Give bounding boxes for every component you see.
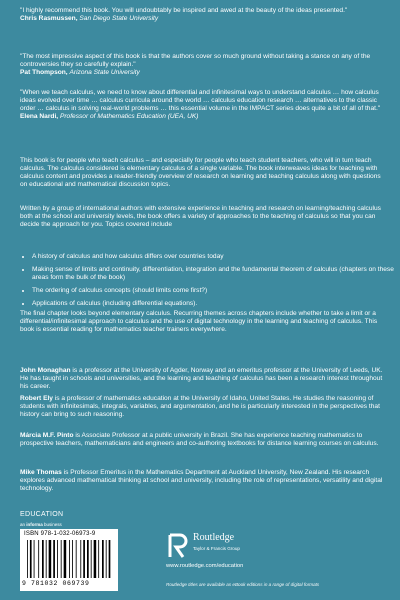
endorsement-affiliation: San Diego State University <box>79 15 159 22</box>
author-bio-thomas: Mike Thomas is Professor Emeritus in the Mathematics Department at Auckland University, New Zealand. His research explores advanced mathematical thinking at school and university, including the role of representations, versatility and digital technology. <box>20 469 383 492</box>
barcode-icon <box>27 540 113 578</box>
author-bio-ely: Robert Ely is a professor of mathematics education at the University of Idaho, United States. He studies the reasoning of students with infinitesimals, integrals, variables, and argumentation, and he is particularly interested in the perspectives that history can bring to such reasoning. <box>20 395 380 418</box>
topics-list <box>20 253 397 313</box>
author-name: Robert Ely <box>20 395 53 402</box>
publisher-group: Taylor & Francis Group <box>193 546 240 551</box>
endorsement-author: Elena Nardi, Professor of Mathematics Education (UEA, UK) <box>20 113 199 120</box>
endorsement-author: Pat Thompson, Arizona State University <box>20 69 140 76</box>
author-name: John Monaghan <box>20 367 71 374</box>
list-item: • The ordering of calculus concepts (should limits come first?) <box>32 287 397 295</box>
endorsement-rasmussen <box>20 7 385 23</box>
list-item: • A history of calculus and how calculus differs over countries today <box>32 253 397 261</box>
endorsement-quote: "When we teach calculus, we need to know about differential and infinitesimal ways to understand calculus … how calculus ideas evolved over time … calculus curricula around the world … calculus education research … alternatives to the classic order … calculus in solving real-world problems … this essential volume in the IMPACT series does quite a bit of all of that." <box>20 89 381 112</box>
endorsement-affiliation: Professor of Mathematics Education (UEA, UK) <box>59 113 199 120</box>
author-bio-monaghan: John Monaghan is a professor at the University of Agder, Norway and an emeritus professor at the University of Leeds, UK. He has taught in schools and universities, and the learning and teaching of calculus has been a research interest throughout his career. <box>20 367 383 390</box>
author-bio-pinto: Márcia M.F. Pinto is Associate Professor at a public university in Brazil. She has experience teaching mathematics to prospective teachers, mathematicians and engineers and co-authoring textbooks for distance learning courses on calculus. <box>20 432 379 447</box>
endorsement-affiliation: Arizona State University <box>69 69 140 76</box>
imprint-line: an informa business <box>20 522 62 527</box>
endorsement-quote: "I highly recommend this book. You will undoubtably be inspired and awed at the beauty of the ideas presented." <box>20 7 348 14</box>
list-item: • Applications of calculus (including differential equations). <box>32 300 397 308</box>
endorsement-author: Chris Rasmussen, San Diego State University <box>20 15 159 22</box>
description-paragraph: The final chapter looks beyond elementary calculus. Recurring themes across chapters include whether to take a limit or a differential/infinitesimal approach to calculus and the use of digital technology in the learning and teaching of calculus. This book is essential reading for mathematics teacher trainers everywhere. <box>20 310 378 333</box>
description-paragraph: Written by a group of international authors with extensive experience in teaching and research on learning/teaching calculus both at the school and university levels, the book offers a variety of approaches to the teaching of calculus so that you can decide the approach for you. Topics covered include <box>20 205 381 228</box>
isbn-label: ISBN 978-1-032-06973-9 <box>24 531 96 537</box>
description-paragraph: This book is for people who teach calculus – and especially for people who teach student teachers, who will in turn teach calculus. The calculus considered is elementary calculus of a single variable. The book interweaves ideas for teaching with calculus content and provides a reader-friendly overview of research on learning and teaching calculus along with questions on educational and mathematical discussion topics. <box>20 157 381 188</box>
endorsement-thompson <box>20 53 385 77</box>
publisher-name: Routledge <box>193 532 235 543</box>
publisher-url[interactable]: www.routledge.com/education <box>166 563 244 569</box>
routledge-logo-icon <box>167 533 189 559</box>
subject-category: EDUCATION <box>20 511 64 518</box>
informa-logo: informa <box>26 522 43 527</box>
list-item: • Making sense of limits and continuity, differentiation, integration and the fundamental theorem of calculus (chapters on these areas form the bulk of the book) <box>32 266 397 282</box>
author-name: Márcia M.F. Pinto <box>20 432 74 439</box>
ebook-note: Routledge titles are available as eBook editions in a range of digital formats <box>166 582 320 587</box>
barcode-panel <box>20 529 118 591</box>
endorsement-quote: "The most impressive aspect of this book is that the authors cover so much ground without taking a stance on any of the controversies they so carefully explain." <box>20 53 371 68</box>
author-name: Mike Thomas <box>20 469 62 476</box>
endorsement-nardi <box>20 89 385 121</box>
barcode-number: 9 781032 069739 <box>22 580 90 587</box>
